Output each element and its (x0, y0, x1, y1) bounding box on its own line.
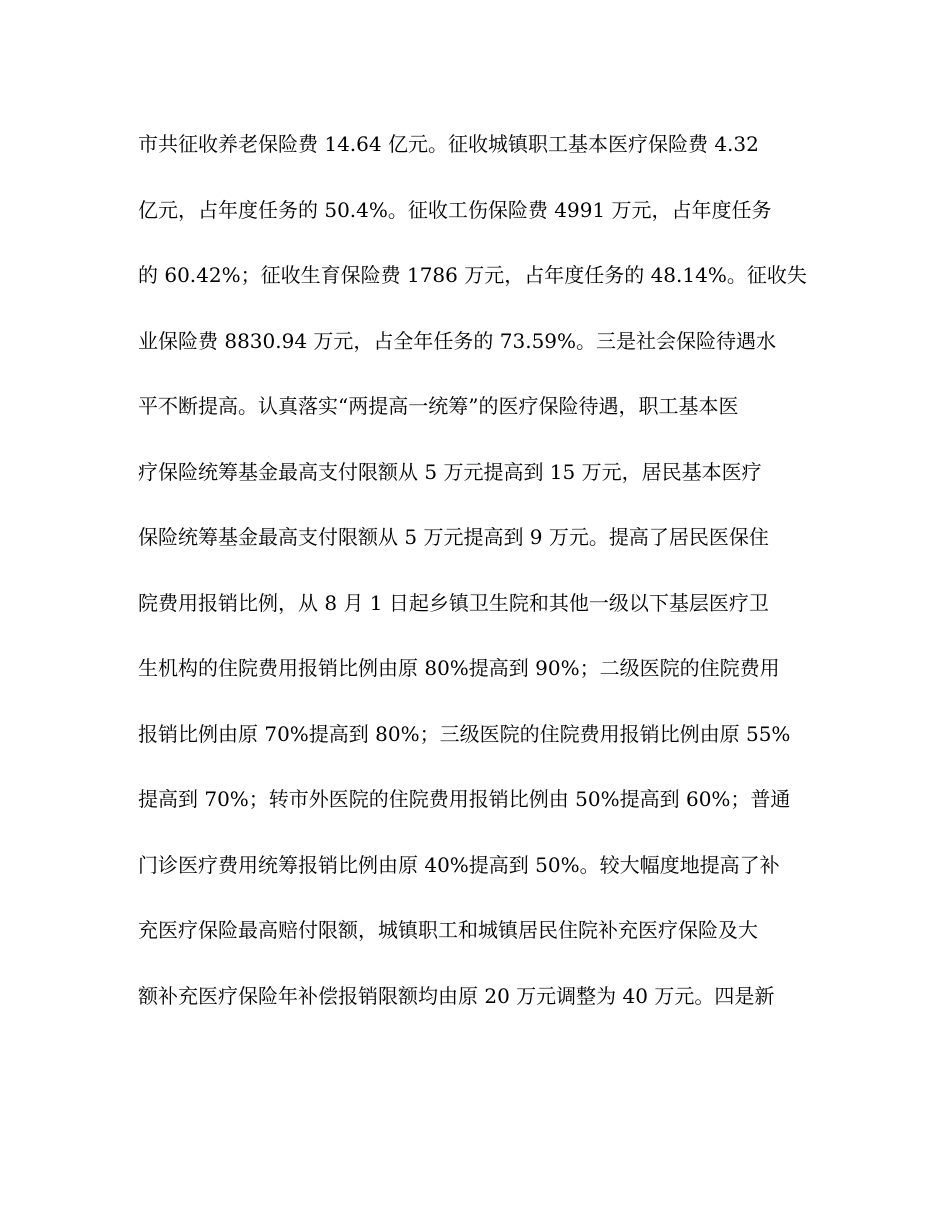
text-line-14: 额补充医疗保险年补偿报销限额均由原 20 万元调整为 40 万元。四是新 (138, 983, 775, 1008)
text-line-1: 市共征收养老保险费 14.64 亿元。征收城镇职工基本医疗保险费 4.32 (138, 132, 759, 156)
text-line-12: 门诊医疗费用统筹报销比例由原 40%提高到 50%。较大幅度地提高了补 (138, 852, 780, 877)
body-paragraph (138, 124, 828, 1041)
text-line-6: 疗保险统筹基金最高支付限额从 5 万元提高到 15 万元，居民基本医疗 (138, 459, 762, 484)
text-line-8: 院费用报销比例，从 8 月 1 日起乡镇卫生院和其他一级以下基层医疗卫 (138, 590, 769, 615)
text-line-7: 保险统筹基金最高支付限额从 5 万元提高到 9 万元。提高了居民医保住 (138, 525, 769, 549)
text-line-9: 生机构的住院费用报销比例由原 80%提高到 90%；二级医院的住院费用 (138, 656, 780, 680)
text-line-3: 的 60.42%；征收生育保险费 1786 万元，占年度任务的 48.14%。征收失 (138, 263, 807, 287)
text-line-11: 提高到 70%；转市外医院的住院费用报销比例由 50%提高到 60%；普通 (138, 787, 791, 811)
text-line-4: 业保险费 8830.94 万元，占全年任务的 73.59%。三是社会保险待遇水 (138, 328, 777, 353)
text-line-13: 充医疗保险最高赔付限额，城镇职工和城镇居民住院补充医疗保险及大 (138, 918, 758, 942)
text-line-5: 平不断提高。认真落实“两提高一统筹”的医疗保险待遇，职工基本医 (138, 394, 739, 418)
text-line-2: 亿元，占年度任务的 50.4%。征收工伤保险费 4991 万元，占年度任务 (138, 197, 772, 222)
text-line-10: 报销比例由原 70%提高到 80%；三级医院的住院费用报销比例由原 55% (138, 721, 791, 746)
